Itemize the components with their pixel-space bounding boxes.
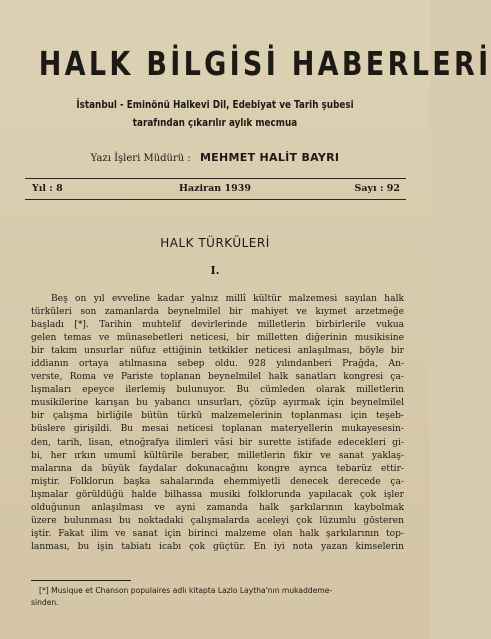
body-line: üzere bulunması bu noktadaki çalışmalarda aceleyi çok lüzumlu gösteren — [31, 515, 404, 526]
footnote-line1: [*] Musique et Chanson populaires adlı kitapta Lazlo Laytha'nın mukaddeme- — [39, 586, 333, 595]
body-line: malarına da büyük faydalar dokunacağını kongre ayrıca tebarüz ettir- — [31, 463, 404, 474]
editor-label: Yazı İşleri Müdürü : — [90, 153, 191, 164]
body-line: bir çalışma birliğile bütün türkü malzemelerinin toplanması için teşeb- — [31, 411, 404, 422]
issue-year: Yıl : 8 — [32, 183, 63, 194]
masthead-title: HALK BİLGİSİ HABERLERİ — [38, 44, 491, 83]
body-line: den, tarih, lisan, etnoğrafya ilimleri vâsi bir surette istifade edecekleri gi- — [31, 437, 404, 448]
article-title: HALK TÜRKÜLERİ — [160, 236, 270, 250]
issue-top-rule — [25, 178, 406, 179]
masthead-subtitle-line1: İstanbul - Eminönü Halkevi Dil, Edebiyat ve Tarih şubesi — [76, 99, 354, 111]
body-line: bir takım unsurlar nüfuz ettiğinin tetkikler neticesi anlaşılması, böyle bir — [31, 346, 404, 357]
body-line: gelen temas ve münasebetleri neticesi, bir milletten diğerinin musikisine — [31, 333, 404, 344]
footnote — [31, 585, 405, 609]
masthead-subtitle-line2: tarafından çıkarılır aylık mecmua — [132, 117, 298, 129]
article-body — [31, 293, 404, 554]
footnote-rule — [31, 580, 131, 581]
issue-date: Haziran 1939 — [179, 183, 251, 194]
body-line: verste, Roma ve Pariste toplanan beynelmilel halk sanatları kongresi ça- — [31, 372, 404, 383]
issue-number: Sayı : 92 — [354, 183, 400, 194]
body-line: Beş on yıl evveline kadar yalnız millî kültür malzemesi sayılan halk — [51, 294, 404, 304]
body-line: iştir. Fakat ilim ve sanat için birinci malzeme olan halk şarkılarının top- — [31, 528, 404, 539]
body-line: miştir. Folklorun başka sahalarında ehemmiyetli denecek derecede ça- — [31, 476, 404, 487]
editor-line — [0, 151, 430, 164]
body-line: iddianın ortaya atılmasına sebep oldu. 928 yılındanberi Prağda, An- — [31, 359, 404, 370]
body-line: olduğunun anlaşılması ve ayni zamanda halk şarkılarının kaybolmak — [31, 502, 404, 513]
editor-name: MEHMET HALİT BAYRI — [199, 151, 340, 164]
article-section-number: I. — [210, 264, 220, 277]
issue-bottom-rule — [25, 199, 406, 200]
body-line: lışmalar görüldüğü halde bilhassa musiki folklorunda yapılacak çok işler — [31, 489, 404, 500]
body-line: lışmaları epeyce ilerlemiş bulunuyor. Bu cümleden olarak milletlerin — [31, 385, 404, 396]
body-line: lanması, bu işin tabiatı icabı çok güçtür. En iyi nota yazan kimselerin — [31, 541, 404, 552]
footnote-line2: sinden. — [31, 598, 59, 607]
body-line: musikilerine karışan bu yabancı unsurları, çözüp ayırmak için beynelmilel — [31, 398, 404, 409]
body-line: büslere girişildi. Bu mesai neticesi toplanan materyellerin mukayesesin- — [31, 424, 404, 435]
body-line: başladı [*]. Tarihin muhtelif devirlerinde milletlerin birbirlerile vukua — [31, 320, 404, 331]
body-line: türküleri son zamanlarda beynelmilel bir mahiyet ve kıymet arzetmeğe — [31, 307, 404, 318]
body-line: bi, her ırkın umumî kültürile beraber, milletlerin fikir ve sanat yaklaş- — [31, 450, 404, 461]
